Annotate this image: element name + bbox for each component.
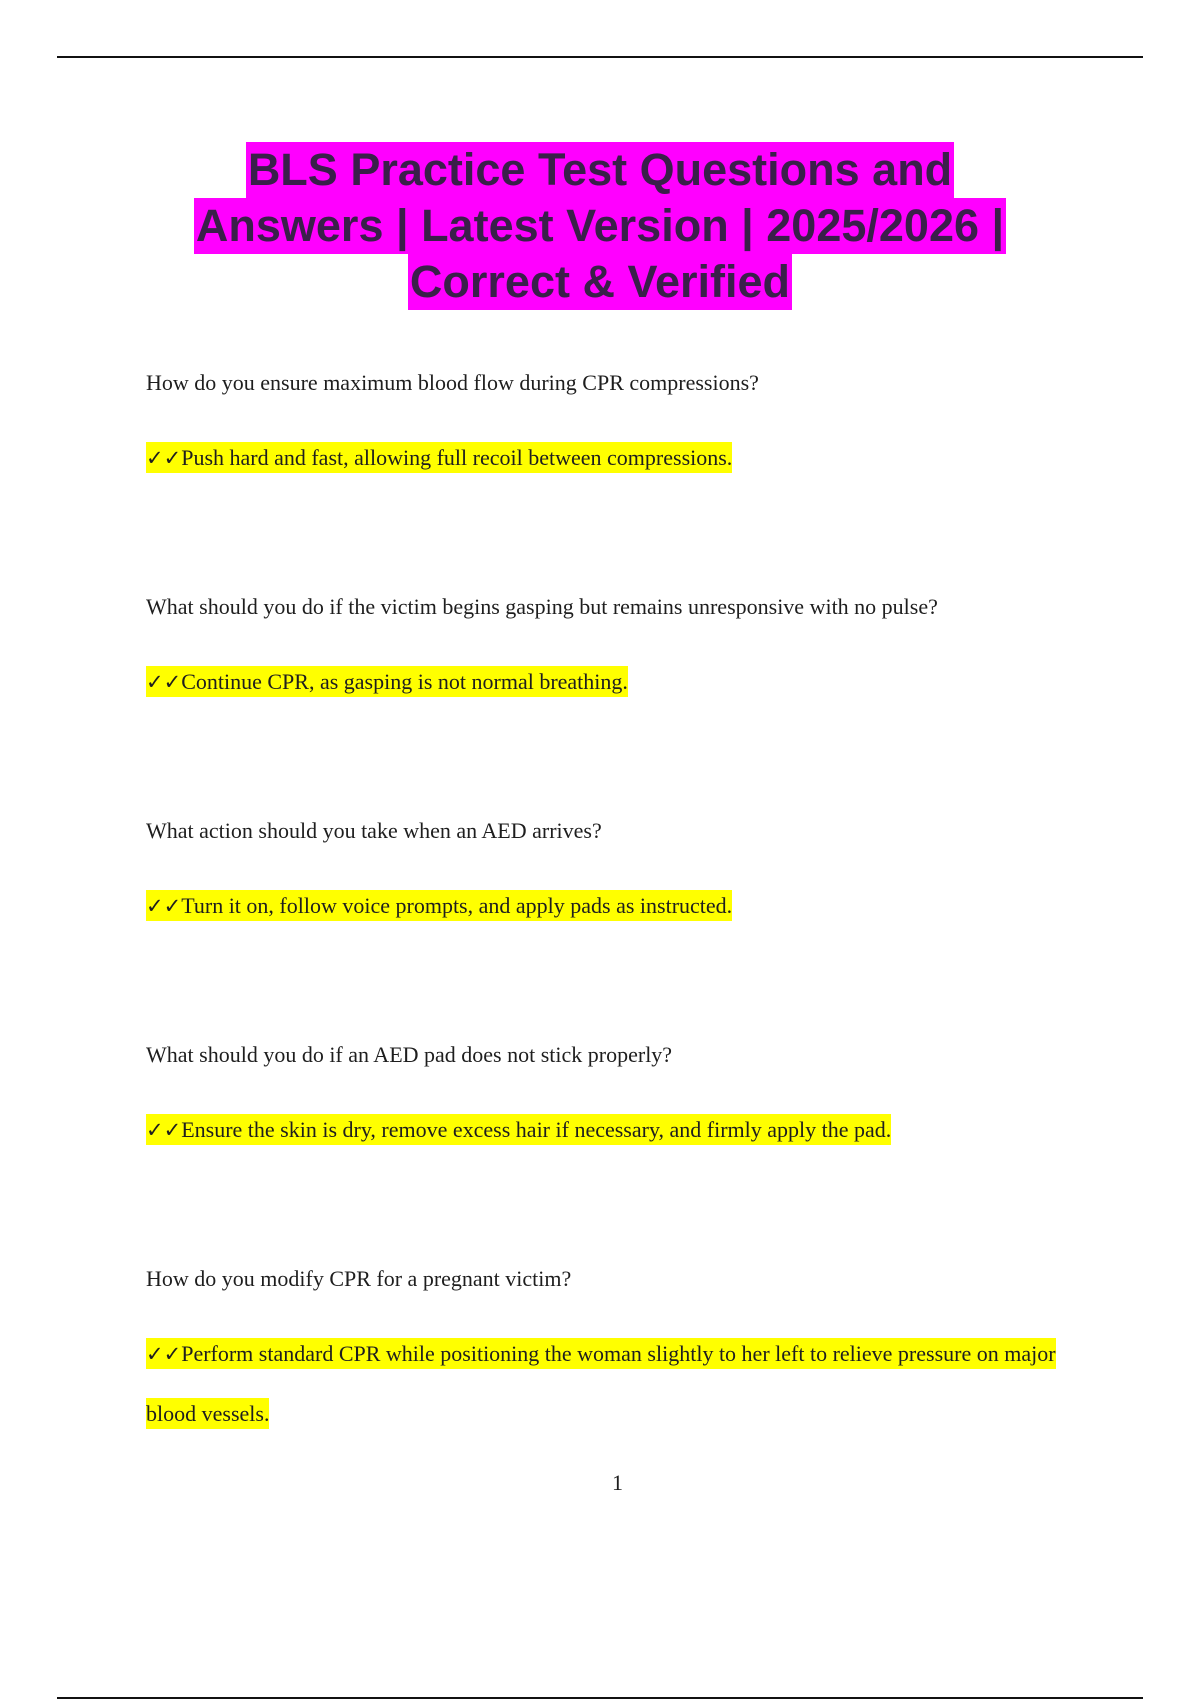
bottom-rule: [57, 1697, 1143, 1699]
qa-item: [146, 1264, 1106, 1444]
answer-body: Continue CPR, as gasping is not normal breathing.: [181, 669, 628, 694]
question-text: How do you ensure maximum blood flow during CPR compressions?: [146, 370, 759, 395]
title-line-2: Answers | Latest Version | 2025/2026 |: [194, 198, 1006, 254]
qa-item: [146, 368, 1106, 488]
qa-item: [146, 592, 1106, 712]
page-number: 1: [612, 1470, 623, 1495]
double-check-icon: ✓✓: [146, 446, 182, 470]
document-title: [100, 142, 1100, 310]
question-text: What action should you take when an AED arrives?: [146, 818, 602, 843]
answer-text: [146, 428, 1106, 488]
double-check-icon: ✓✓: [146, 1342, 182, 1366]
title-line-1: BLS Practice Test Questions and: [246, 142, 954, 198]
title-line-3: Correct & Verified: [408, 254, 792, 310]
qa-item: [146, 816, 1106, 936]
answer-body: Push hard and fast, allowing full recoil between compressions.: [181, 445, 733, 470]
question-text: What should you do if an AED pad does not stick properly?: [146, 1042, 673, 1067]
answer-text: [146, 1100, 1106, 1160]
answer-body: Perform standard CPR while positioning the woman slightly to her left to relieve pressure on major blood vessels.: [146, 1341, 1056, 1426]
answer-body: Turn it on, follow voice prompts, and apply pads as instructed.: [181, 893, 733, 918]
answer-text: [146, 876, 1106, 936]
answer-text: [146, 1324, 1106, 1444]
double-check-icon: ✓✓: [146, 894, 182, 918]
qa-item: [146, 1040, 1106, 1160]
double-check-icon: ✓✓: [146, 670, 182, 694]
top-rule: [57, 56, 1143, 58]
question-text: How do you modify CPR for a pregnant victim?: [146, 1266, 572, 1291]
answer-body: Ensure the skin is dry, remove excess hair if necessary, and firmly apply the pad.: [181, 1117, 892, 1142]
double-check-icon: ✓✓: [146, 1118, 182, 1142]
question-text: What should you do if the victim begins gasping but remains unresponsive with no pulse?: [146, 594, 938, 619]
answer-text: [146, 652, 1106, 712]
